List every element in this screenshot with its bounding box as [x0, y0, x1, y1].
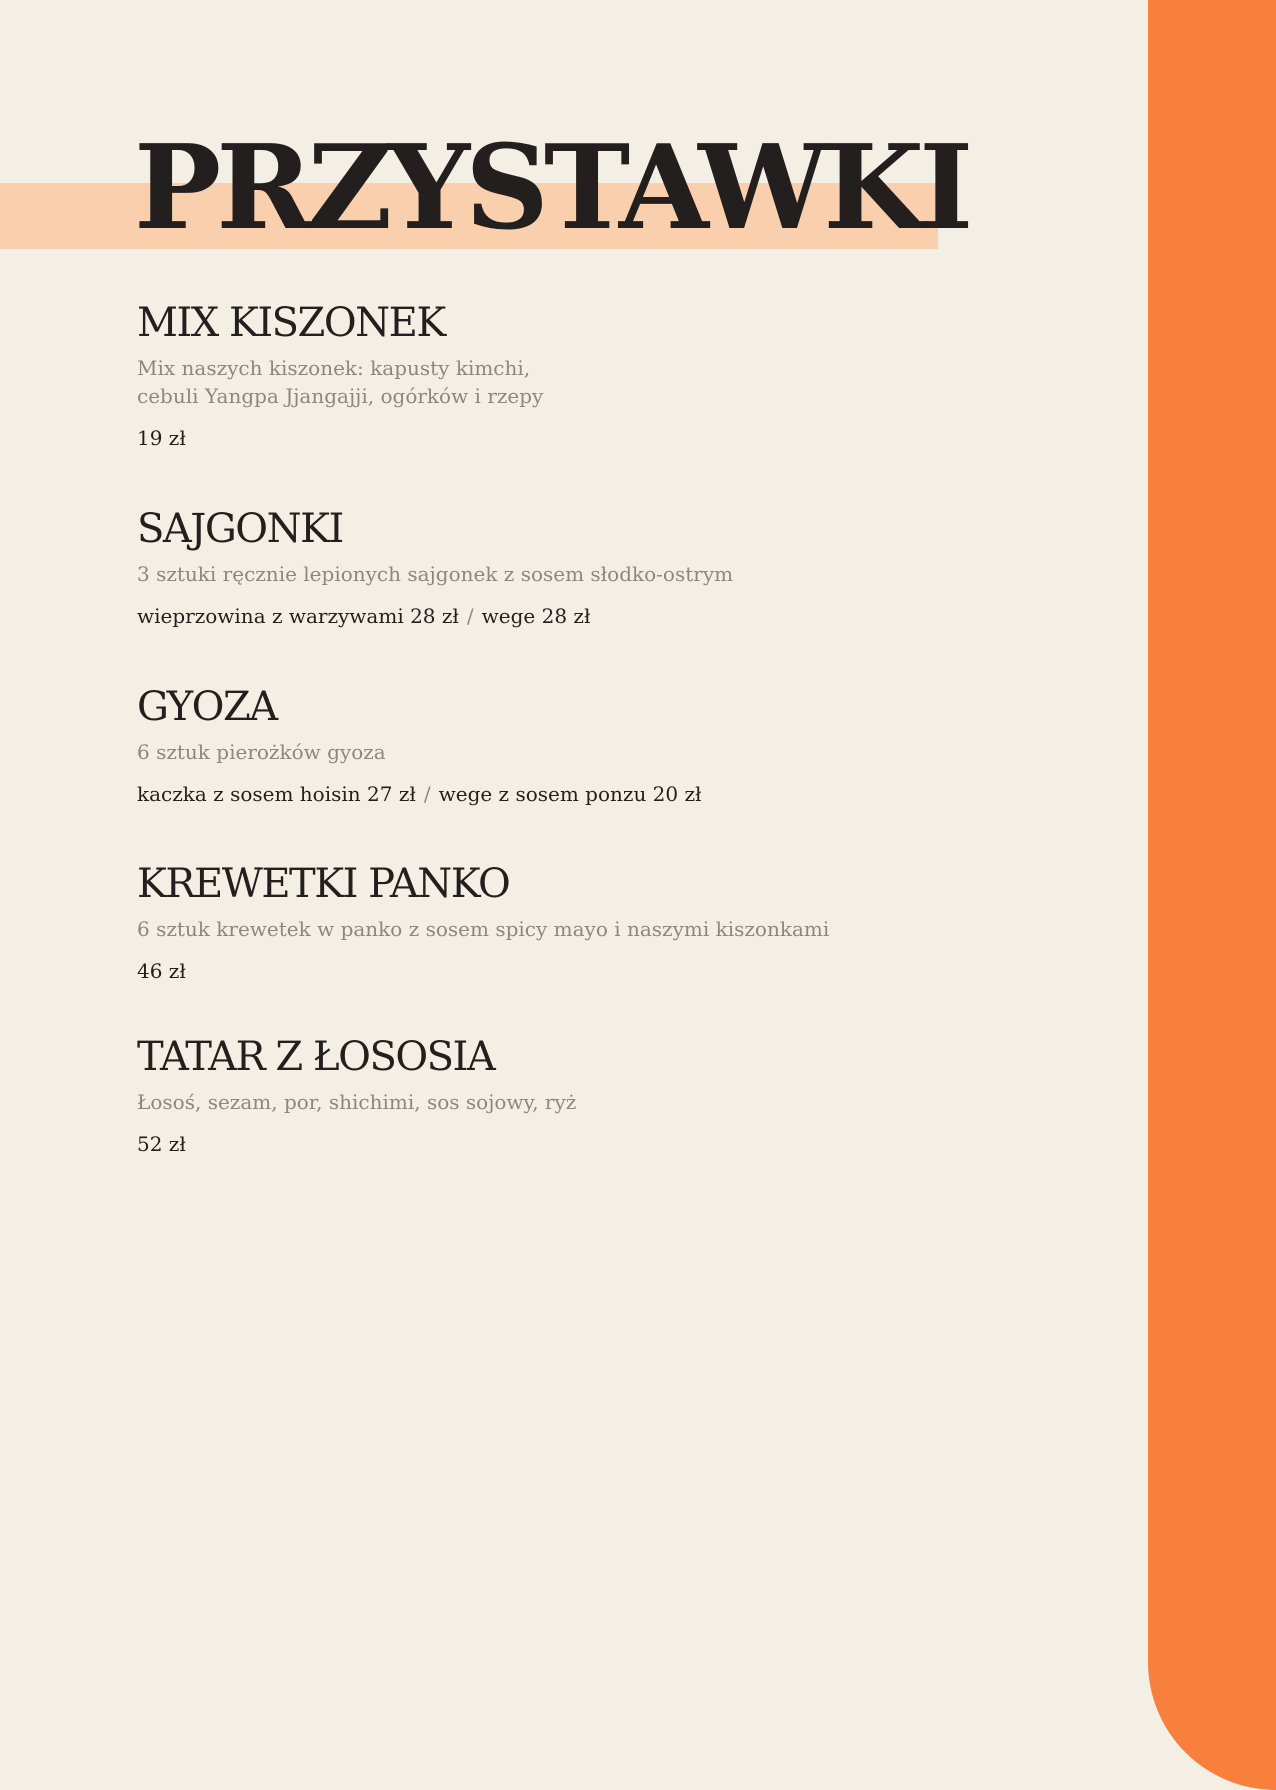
menu-item-krewetki-panko	[137, 861, 1117, 985]
menu-item-name: KREWETKI PANKO	[137, 861, 510, 907]
menu-item-name: TATAR Z ŁOSOSIA	[137, 1034, 495, 1080]
price-option: kaczka z sosem hoisin 27 zł	[137, 782, 416, 806]
price-option: wege 28 zł	[481, 604, 591, 628]
price-separator: /	[423, 782, 431, 806]
menu-item-gyoza	[137, 684, 1117, 808]
menu-item-description: Łosoś, sezam, por, shichimi, sos sojowy, ryż	[137, 1090, 577, 1114]
menu-item-price: 46 zł	[137, 959, 186, 983]
menu-item-tatar-z-lososia	[137, 1034, 1117, 1158]
menu-item-name: GYOZA	[137, 684, 277, 730]
price-separator: /	[466, 604, 474, 628]
menu-item-sajgonki	[137, 506, 1117, 630]
menu-item-description: 3 sztuki ręcznie lepionych sajgonek z sosem słodko-ostrym	[137, 562, 734, 586]
menu-item-mix-kiszonek	[137, 300, 1117, 452]
price-option: wieprzowina z warzywami 28 zł	[137, 604, 459, 628]
page-title: PRZYSTAWKI	[134, 120, 969, 256]
menu-item-price: 52 zł	[137, 1132, 186, 1156]
menu-item-price: 19 zł	[137, 426, 186, 450]
menu-item-name: MIX KISZONEK	[137, 300, 445, 346]
menu-item-name: SAJGONKI	[137, 506, 343, 552]
side-accent-band	[1148, 0, 1276, 1790]
menu-item-description: 6 sztuk pierożków gyoza	[137, 740, 386, 764]
menu-item-description: Mix naszych kiszonek: kapusty kimchi, cebuli Yangpa Jjangajji, ogórków i rzepy	[137, 356, 544, 408]
menu-item-price	[137, 602, 1117, 630]
menu-item-description: 6 sztuk krewetek w panko z sosem spicy mayo i naszymi kiszonkami	[137, 917, 830, 941]
menu-item-price	[137, 780, 1117, 808]
price-option: wege z sosem ponzu 20 zł	[438, 782, 702, 806]
